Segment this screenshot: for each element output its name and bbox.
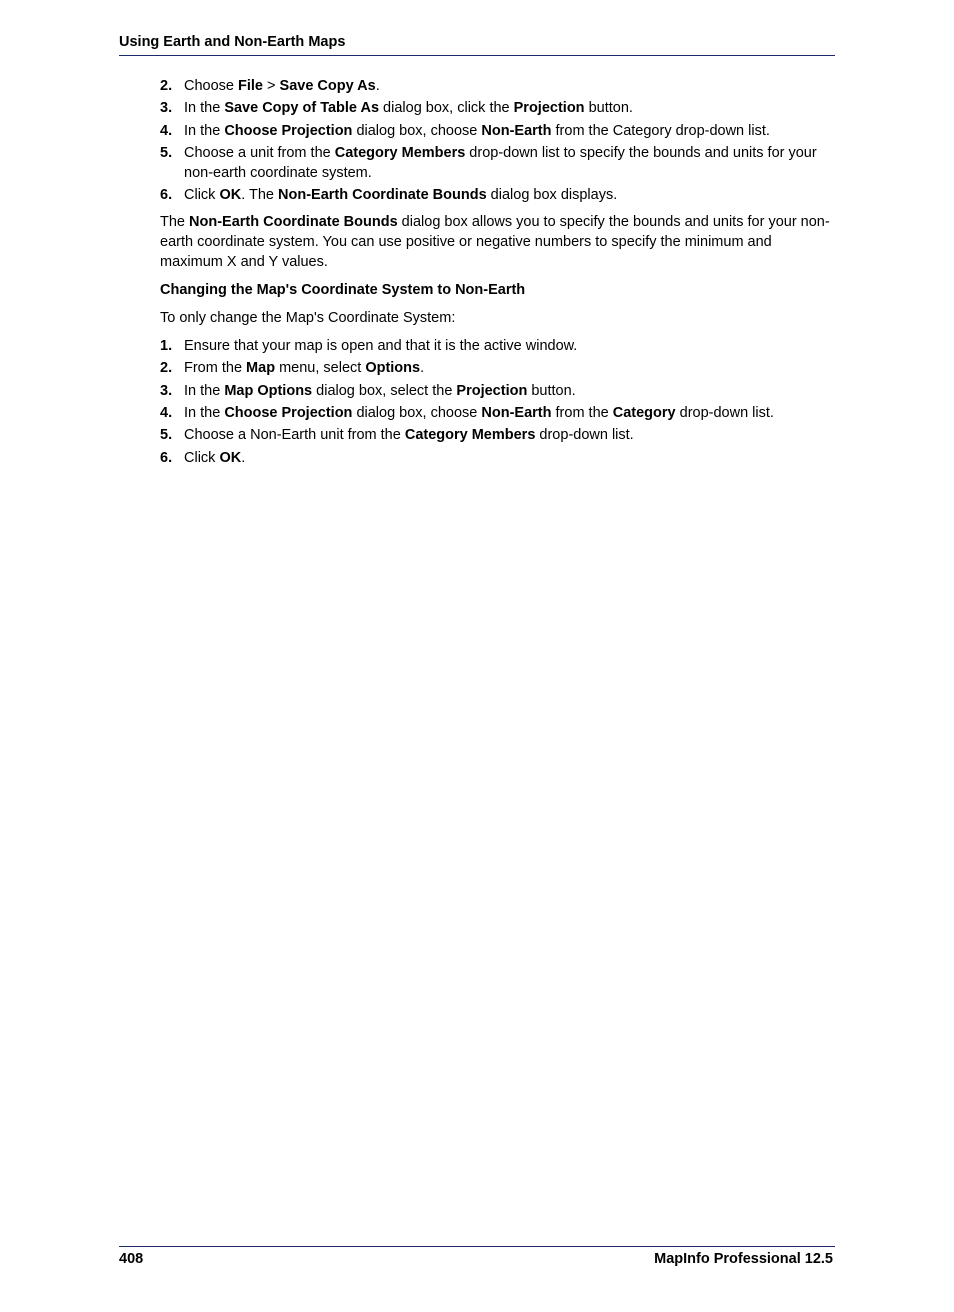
steps-list-save-copy — [160, 76, 836, 205]
step-number: 1. — [160, 338, 173, 355]
list-item — [160, 185, 836, 205]
step-text: From the Map menu, select Options. — [184, 360, 425, 377]
intro-paragraph: To only change the Map's Coordinate System: — [160, 310, 456, 327]
step-text: Ensure that your map is open and that it is the active window. — [184, 338, 578, 355]
step-text: Click OK. The Non-Earth Coordinate Bounds dialog box displays. — [184, 187, 618, 204]
running-header-title: Using Earth and Non-Earth Maps — [119, 34, 346, 50]
page-number: 408 — [119, 1251, 144, 1267]
step-text: Choose File > Save Copy As. — [184, 78, 380, 94]
step-number: 4. — [160, 122, 173, 139]
page-footer — [119, 1246, 835, 1267]
step-text: In the Map Options dialog box, select the Projection button. — [184, 382, 576, 399]
product-name: MapInfo Professional 12.5 — [654, 1251, 833, 1267]
list-item — [160, 121, 836, 141]
step-number: 2. — [160, 78, 173, 94]
step-number: 5. — [160, 427, 173, 444]
list-item — [160, 381, 836, 401]
section-subheading: Changing the Map's Coordinate System to Non-Earth — [160, 282, 526, 299]
step-text: Choose a unit from the Category Members drop-down list to specify the bounds and units for your non-earth coordinate system. — [184, 144, 817, 181]
steps-list-change-coordsys — [160, 336, 836, 467]
list-item — [160, 98, 836, 118]
list-item — [160, 143, 836, 183]
step-text: In the Save Copy of Table As dialog box, click the Projection button. — [184, 100, 633, 117]
step-number: 3. — [160, 382, 173, 399]
step-text: Click OK. — [184, 449, 246, 466]
list-item — [160, 76, 836, 96]
step-number: 5. — [160, 144, 173, 161]
bounds-description-paragraph: The Non-Earth Coordinate Bounds dialog box allows you to specify the bounds and units for your non-earth coordinate system. You can use positive or negative numbers to specify the minimum and maximum X and Y values. — [160, 214, 830, 271]
list-item — [160, 403, 836, 423]
list-item — [160, 448, 836, 468]
page-header — [119, 33, 835, 56]
list-item — [160, 336, 836, 356]
step-text: In the Choose Projection dialog box, choose Non-Earth from the Category drop-down list. — [184, 405, 774, 422]
step-number: 3. — [160, 100, 173, 117]
step-number: 2. — [160, 360, 173, 377]
main-content — [160, 76, 836, 470]
step-number: 4. — [160, 405, 173, 422]
step-text: Choose a Non-Earth unit from the Category Members drop-down list. — [184, 427, 634, 444]
step-text: In the Choose Projection dialog box, choose Non-Earth from the Category drop-down list. — [184, 122, 770, 139]
list-item — [160, 425, 836, 445]
list-item — [160, 358, 836, 378]
step-number: 6. — [160, 187, 173, 204]
step-number: 6. — [160, 449, 173, 466]
